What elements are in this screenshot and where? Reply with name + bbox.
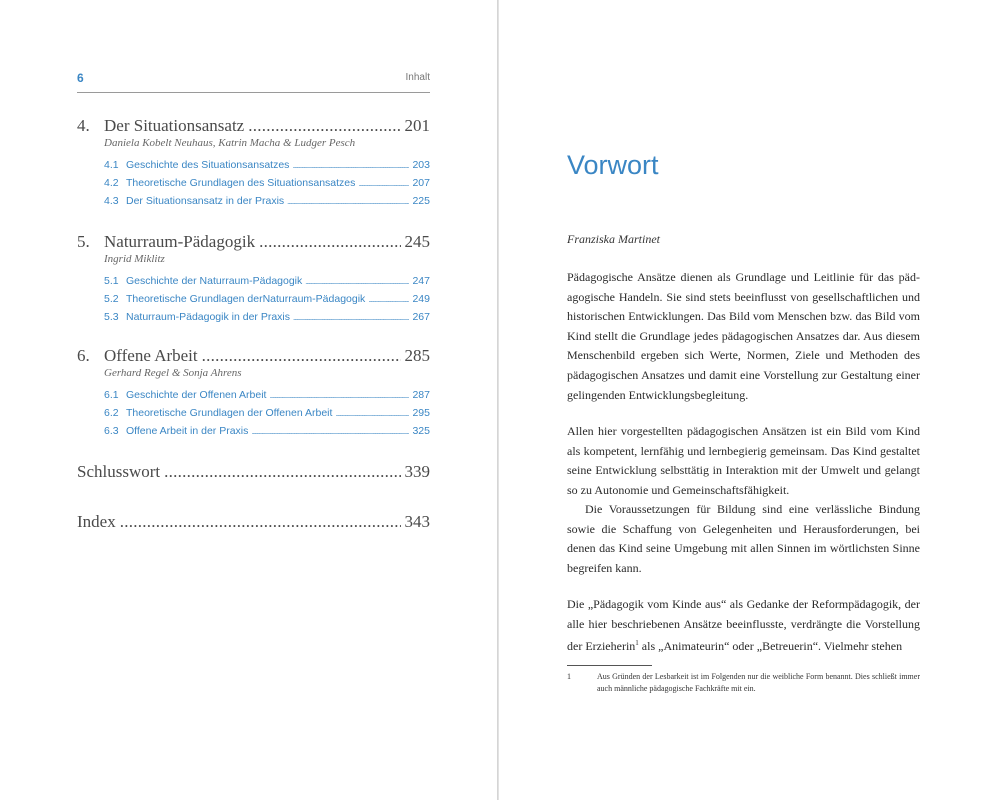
toc-section-5-2[interactable] [104,291,430,309]
dot-leader [251,423,409,441]
section-number: 5.1 [104,275,119,287]
dot-leader [120,512,401,532]
section-page: 267 [412,311,430,323]
chapter-line[interactable] [77,462,430,482]
chapter-authors: Ingrid Miklitz [104,253,165,265]
toc-section-6-1[interactable] [104,387,430,405]
chapter-number: 4. [77,116,90,135]
dot-leader [335,405,409,423]
paragraph-3: Die Voraussetzungen für Bildung sind eine verlässliche Bindung sowie die Schaffung von Gelegenheiten und Herausforderungen, bei denen das Kind seine Umgebung mit allen Sinnen im wörtlichsten Sinne begreifen kann. [567,502,920,575]
dot-leader [358,175,409,193]
chapter-authors: Gerhard Regel & Sonja Ahrens [104,367,242,379]
section-title: Der Situationsansatz in der Praxis [126,195,285,207]
section-title: Theoretische Grundlagen der Offenen Arbeit [126,407,333,419]
chapter-title: Index [77,512,116,531]
left-page [0,0,497,800]
toc-section-5-3[interactable] [104,309,430,327]
footnote-divider [567,665,652,666]
section-page: 295 [412,407,430,419]
chapter-line[interactable] [77,116,430,136]
chapter-title: Schlusswort [77,462,161,481]
chapter-line[interactable] [77,232,430,252]
running-header [77,70,430,93]
section-number: 4.1 [104,159,119,171]
section-list [77,387,430,441]
toc-section-4-3[interactable] [104,193,430,211]
toc-section-6-3[interactable] [104,423,430,441]
section-title: Geschichte des Situationsansatzes [126,159,290,171]
toc-schlusswort[interactable] [77,462,430,482]
section-title: Theoretische Grundlagen derNaturraum-Pädagogik [126,293,366,305]
section-list [77,273,430,327]
dot-leader [305,273,409,291]
preface-author: Franziska Martinet [567,232,660,246]
paragraph-1: Pädagogische Ansätze dienen als Grundlage und Leitlinie für das pädagogische Handeln. Sie sind stets beeinflusst von gesellschaftlichen und historischen Entwicklungen. Das Bild vom Menschen bzw. das Bild vom Kind stellt die Grundlage jedes pädagogischen Ansatzes dar. Aus diesem Menschenbild ergeben sich Werte, Normen, Ziele und Methoden des pädagogischen Ansatzes und damit eine Vorstellung zur Gestaltung einer gelingenden Entwicklungsbegleitung. [567,270,920,402]
dot-leader [269,387,409,405]
paragraph-2: Allen hier vorgestellten pädagogischen Ansätzen ist ein Bild vom Kind als kompetent, lernfähig und lernbegierig gemeinsam. Das Kind gestaltet seine Entwicklung selbsttätig in Interaktion mit der Umwelt und gelangt so zu Autonomie und Gemeinschaftsfähigkeit. [567,424,920,497]
section-number: 4.2 [104,177,119,189]
dot-leader [202,346,401,366]
chapter-title: Naturraum-Pädagogik [104,232,256,251]
section-number: 6.2 [104,407,119,419]
chapter-title: Der Situationsansatz [104,116,245,135]
section-title: Naturraum-Pädagogik in der Praxis [126,311,290,323]
chapter-line[interactable] [77,346,430,366]
section-number: 5.3 [104,311,119,323]
page-title: Vorwort [567,150,659,180]
dot-leader [259,232,400,252]
toc-chapter-4[interactable] [77,116,430,211]
section-page: 207 [412,177,430,189]
chapter-page: 285 [404,346,430,365]
dot-leader [292,157,409,175]
dot-leader [293,309,409,327]
footnote [567,671,920,695]
section-page: 247 [412,275,430,287]
chapter-title: Offene Arbeit [104,346,198,365]
footnote-reference[interactable]: 1 [635,639,639,648]
toc-chapter-5[interactable] [77,232,430,327]
toc-index[interactable] [77,512,430,532]
chapter-page: 343 [404,512,430,531]
section-title: Offene Arbeit in der Praxis [126,425,249,437]
section-title: Geschichte der Offenen Arbeit [126,389,267,401]
section-number: 6.1 [104,389,119,401]
section-page: 203 [412,159,430,171]
section-list [77,157,430,211]
section-number: 5.2 [104,293,119,305]
paragraph-4-text-a: Die „Pädagogik vom Kinde aus“ als Gedanke der Reformpädagogik, der alle hier beschriebenen Ansätze beeinflusste, verdrängte die Vorstellung der Erzieherin [567,597,920,654]
section-page: 325 [412,425,430,437]
footnote-number: 1 [567,672,571,681]
chapter-line[interactable] [77,512,430,532]
chapter-page: 201 [404,116,430,135]
dot-leader [164,462,400,482]
section-page: 249 [412,293,430,305]
toc-section-6-2[interactable] [104,405,430,423]
section-page: 225 [412,195,430,207]
chapter-number: 5. [77,232,90,251]
section-page: 287 [412,389,430,401]
toc-section-5-1[interactable] [104,273,430,291]
chapter-page: 245 [404,232,430,251]
section-number: 6.3 [104,425,119,437]
section-title: Geschichte der Naturraum-Pädagogik [126,275,303,287]
paragraph-4 [567,595,920,657]
dot-leader [287,193,409,211]
chapter-page: 339 [404,462,430,481]
toc-section-4-1[interactable] [104,157,430,175]
toc-chapter-6[interactable] [77,346,430,441]
section-title: Theoretische Grundlagen des Situationsansatzes [126,177,356,189]
page-number: 6 [77,71,84,85]
dot-leader [248,116,400,136]
running-title: Inhalt [405,72,430,83]
footnote-text: Aus Gründen der Lesbarkeit ist im Folgenden nur die weibliche Form benannt. Dies schließt immer auch männliche pädagogische Fachkräfte mit ein. [597,672,920,693]
chapter-number: 6. [77,346,90,365]
toc-section-4-2[interactable] [104,175,430,193]
dot-leader [368,291,409,309]
section-number: 4.3 [104,195,119,207]
paragraph-4-text-b: als „Animateurin“ oder „Betreuerin“. Vielmehr stehen [638,639,903,654]
chapter-authors: Daniela Kobelt Neuhaus, Katrin Macha & Ludger Pesch [104,137,356,149]
